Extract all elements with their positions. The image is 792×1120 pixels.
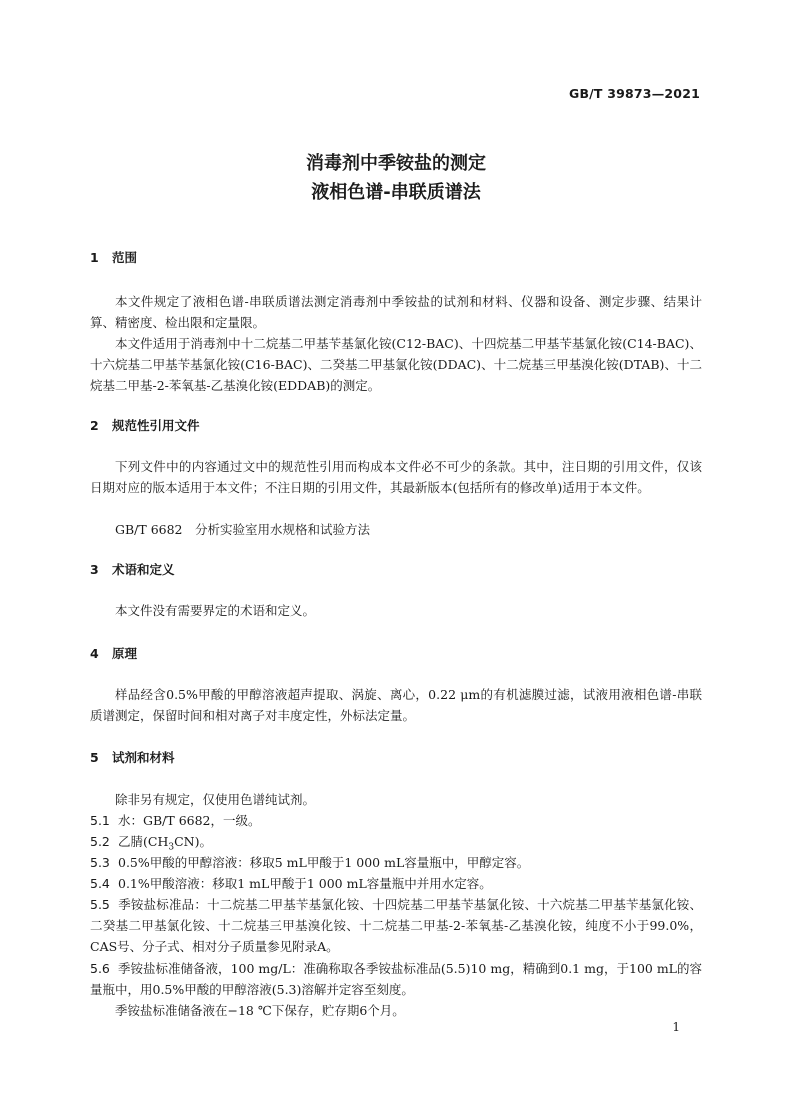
clause-text: 乙腈(CH — [118, 834, 169, 849]
section-title: 原理 — [112, 646, 138, 661]
paragraph: 季铵盐标准储备液在−18 ℃下保存，贮存期6个月。 — [115, 1003, 405, 1018]
standard-code: GB/T 39873—2021 — [568, 86, 700, 101]
section-heading-terms — [90, 560, 175, 578]
section-number: 4 — [90, 646, 99, 661]
section-title: 规范性引用文件 — [112, 418, 200, 433]
page-number: 1 — [672, 1020, 680, 1034]
section-title: 试剂和材料 — [112, 750, 175, 765]
clause-text: 0.1%甲酸溶液：移取1 mL甲酸于1 000 mL容量瓶中并用水定容。 — [118, 876, 492, 891]
clause-number: 5.3 — [90, 855, 110, 870]
paragraph: 下列文件中的内容通过文中的规范性引用而构成本文件必不可少的条款。其中，注日期的引用文件，仅该日期对应的版本适用于本文件；不注日期的引用文件，其最新版本(包括所有的修改单)适用于本文件。 — [90, 459, 702, 495]
paragraph: 本文件没有需要界定的术语和定义。 — [115, 603, 316, 618]
clause-item — [90, 958, 702, 1000]
section-heading-principle — [90, 644, 137, 662]
clause-text: CN)。 — [174, 834, 212, 849]
clause-number: 5.6 — [90, 961, 110, 976]
section-number: 2 — [90, 418, 99, 433]
document-title: 消毒剂中季铵盐的测定 — [306, 153, 486, 174]
paragraph: 样品经含0.5%甲酸的甲醇溶液超声提取、涡旋、离心，0.22 μm的有机滤膜过滤，试液用液相色谱-串联质谱测定，保留时间和相对离子对丰度定性，外标法定量。 — [90, 687, 702, 723]
clause-number: 5.1 — [90, 813, 110, 828]
clause-text: 季铵盐标准品：十二烷基二甲基苄基氯化铵、十四烷基二甲基苄基氯化铵、十六烷基二甲基苄基氯化铵、二癸基二甲基氯化铵、十二烷基三甲基溴化铵、十二烷基二甲基-2-苯氧基-乙基溴化铵，纯度不小于99.0%，CAS号、分子式、相对分子质量参见附录A。 — [90, 897, 702, 954]
clause-text: 水：GB/T 6682，一级。 — [118, 813, 261, 828]
clause-item — [90, 873, 702, 894]
section-title: 范围 — [112, 250, 138, 265]
paragraph: 本文件规定了液相色谱-串联质谱法测定消毒剂中季铵盐的试剂和材料、仪器和设备、测定步骤、结果计算、精密度、检出限和定量限。 — [90, 294, 702, 330]
clause-item — [90, 852, 702, 873]
section-heading-scope — [90, 248, 137, 266]
section-number: 1 — [90, 250, 99, 265]
clause-text: 0.5%甲酸的甲醇溶液：移取5 mL甲酸于1 000 mL容量瓶中，甲醇定容。 — [118, 855, 530, 870]
section-number: 5 — [90, 750, 99, 765]
section-heading-reagents — [90, 748, 175, 766]
clause-text: 季铵盐标准储备液，100 mg/L：准确称取各季铵盐标准品(5.5)10 mg，精确到0.1 mg，于100 mL的容量瓶中，用0.5%甲酸的甲醇溶液(5.3)溶解并定容至刻度。 — [90, 961, 702, 997]
paragraph: 除非另有规定，仅使用色谱纯试剂。 — [115, 792, 316, 807]
reference-entry: GB/T 6682 分析实验室用水规格和试验方法 — [115, 522, 371, 537]
document-subtitle: 液相色谱-串联质谱法 — [311, 182, 481, 203]
clause-item — [90, 810, 702, 831]
clause-number: 5.4 — [90, 876, 110, 891]
paragraph: 本文件适用于消毒剂中十二烷基二甲基苄基氯化铵(C12-BAC)、十四烷基二甲基苄基氯化铵(C14-BAC)、十六烷基二甲基苄基氯化铵(C16-BAC)、二癸基二甲基氯化铵(DDAC)、十二烷基三甲基溴化铵(DTAB)、十二烷基二甲基-2-苯氧基-乙基溴化铵(EDDAB)的测定。 — [90, 336, 702, 393]
section-heading-normative-references — [90, 416, 200, 434]
clause-item — [90, 894, 702, 957]
clause-number: 5.5 — [90, 897, 110, 912]
subscript: 3 — [168, 842, 175, 853]
section-title: 术语和定义 — [112, 562, 175, 577]
clause-number: 5.2 — [90, 834, 110, 849]
section-number: 3 — [90, 562, 99, 577]
